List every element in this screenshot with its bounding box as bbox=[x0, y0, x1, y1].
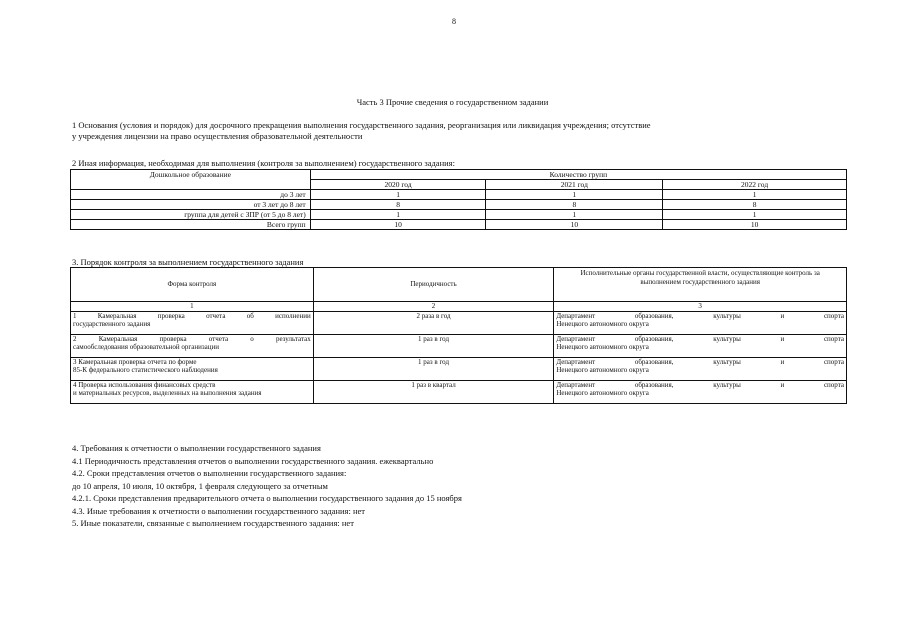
control-table bbox=[70, 267, 847, 404]
word: образования, bbox=[634, 334, 674, 343]
word: 2 bbox=[73, 334, 77, 343]
dept-line1 bbox=[556, 312, 844, 321]
table-row bbox=[71, 190, 847, 200]
word: спорта bbox=[823, 380, 844, 389]
form-line2: и материальных ресурсов, выделенных на выполнения задания bbox=[73, 389, 262, 397]
dept-line2: Ненецкого автономного округа bbox=[556, 389, 649, 397]
word: спорта bbox=[823, 357, 844, 366]
period-cell: 1 раз в год bbox=[313, 357, 554, 380]
col-numbers-row bbox=[71, 302, 847, 312]
word: результатах bbox=[275, 334, 311, 343]
table-row bbox=[71, 334, 847, 357]
section1-line2: у учреждения лицензии на право осуществления образовательной деятельности bbox=[72, 131, 363, 141]
section4-block bbox=[72, 442, 462, 530]
section1-text bbox=[72, 120, 651, 142]
form-cell bbox=[71, 311, 314, 334]
word: Камеральная bbox=[97, 311, 137, 320]
year-header: 2020 год bbox=[310, 180, 486, 190]
cell-value: 8 bbox=[486, 200, 663, 210]
control-header-row bbox=[71, 268, 847, 302]
dept-line2: Ненецкого автономного округа bbox=[556, 320, 649, 328]
year-header: 2022 год bbox=[663, 180, 847, 190]
period-cell: 1 раз в год bbox=[313, 334, 554, 357]
cell-value: 10 bbox=[310, 220, 486, 230]
section4-line: до 10 апреля, 10 июля, 10 октября, 1 февраля следующего за отчетным bbox=[72, 480, 328, 491]
word: отчета bbox=[206, 311, 226, 320]
form-line1 bbox=[73, 312, 311, 321]
word: образования, bbox=[634, 357, 674, 366]
word: Департамент bbox=[556, 357, 596, 366]
word: Департамент bbox=[556, 380, 596, 389]
bodies-cell bbox=[554, 357, 847, 380]
form-line2: самообследования образовательной организации bbox=[73, 343, 219, 351]
word: проверка bbox=[157, 311, 185, 320]
table-row bbox=[71, 357, 847, 380]
word: культуры bbox=[713, 334, 741, 343]
section1-line1: 1 Основания (условия и порядок) для досрочного прекращения выполнения государственного задания, реорганизация или ликвидация учреждения; отсутствие bbox=[72, 120, 651, 130]
page-number: 8 bbox=[452, 17, 456, 26]
dept-line1 bbox=[556, 358, 844, 367]
row-label: до 3 лет bbox=[71, 190, 311, 200]
cell-value: 1 bbox=[486, 210, 663, 220]
word: Департамент bbox=[556, 334, 596, 343]
word: образования, bbox=[634, 380, 674, 389]
word: спорта bbox=[823, 334, 844, 343]
bodies-cell bbox=[554, 311, 847, 334]
part-title: Часть 3 Прочие сведения о государственном задании bbox=[356, 97, 549, 107]
word: и bbox=[780, 311, 785, 320]
form-cell bbox=[71, 380, 314, 403]
form-line2: государственного задания bbox=[73, 320, 151, 328]
table-row bbox=[71, 220, 847, 230]
word: об bbox=[246, 311, 254, 320]
form-cell bbox=[71, 357, 314, 380]
word: образования, bbox=[634, 311, 674, 320]
form-line1: 4 Проверка использования финансовых средств bbox=[73, 380, 216, 389]
period-cell: 2 раза в год bbox=[313, 311, 554, 334]
row-label: группа для детей с ЗПР (от 5 до 8 лет) bbox=[71, 210, 311, 220]
word: и bbox=[780, 380, 785, 389]
bodies-cell bbox=[554, 334, 847, 357]
row-label: Всего групп bbox=[71, 220, 311, 230]
form-header: Форма контроля bbox=[71, 268, 314, 302]
word: и bbox=[780, 357, 785, 366]
cell-value: 1 bbox=[310, 190, 486, 200]
cell-value: 1 bbox=[486, 190, 663, 200]
form-line1 bbox=[73, 335, 311, 344]
year-header: 2021 год bbox=[486, 180, 663, 190]
form-line2: 85-К федерального статистического наблюдения bbox=[73, 366, 218, 374]
dept-line2: Ненецкого автономного округа bbox=[556, 366, 649, 374]
word: 1 bbox=[73, 311, 77, 320]
groups-count-header: Количество групп bbox=[310, 170, 846, 180]
cell-value: 1 bbox=[310, 210, 486, 220]
dept-line1 bbox=[556, 381, 844, 390]
cell-value: 8 bbox=[310, 200, 486, 210]
dept-line1 bbox=[556, 335, 844, 344]
groups-col1-header: Дошкольное образование bbox=[71, 170, 311, 190]
cell-value: 8 bbox=[663, 200, 847, 210]
word: спорта bbox=[823, 311, 844, 320]
word: исполнении bbox=[275, 311, 311, 320]
table-row bbox=[71, 210, 847, 220]
form-cell bbox=[71, 334, 314, 357]
bodies-header: Исполнительные органы государственной власти, осуществляющие контроль за выполнением государственного задания bbox=[554, 268, 847, 302]
table-row bbox=[71, 311, 847, 334]
groups-header-row bbox=[71, 170, 847, 180]
section2-heading: 2 Иная информация, необходимая для выполнения (контроля за выполнением) государственного задания: bbox=[72, 158, 455, 168]
period-header: Периодичность bbox=[313, 268, 554, 302]
section4-line: 4.2.1. Сроки представления предварительного отчета о выполнении государственного задания до 15 ноября bbox=[72, 493, 462, 503]
word: Камеральная bbox=[98, 334, 138, 343]
section4-line: 5. Иные показатели, связанные с выполнением государственного задания: нет bbox=[72, 518, 354, 528]
section4-line: 4.3. Иные требования к отчетности о выполнении государственного задания: нет bbox=[72, 505, 365, 516]
cell-value: 10 bbox=[663, 220, 847, 230]
row-label: от 3 лет до 8 лет bbox=[71, 200, 311, 210]
col-number: 2 bbox=[313, 302, 554, 312]
col-number: 3 bbox=[554, 302, 847, 312]
form-line1: 3 Камеральная проверка отчета по форме bbox=[73, 357, 197, 366]
word: о bbox=[250, 334, 254, 343]
word: культуры bbox=[713, 357, 741, 366]
word: Департамент bbox=[556, 311, 596, 320]
period-cell: 1 раз в квартал bbox=[313, 380, 554, 403]
section4-line: 4.2. Сроки представления отчетов о выполнении государственного задания: bbox=[72, 468, 347, 478]
word: культуры bbox=[713, 311, 741, 320]
section4-line: 4.1 Периодичность представления отчетов о выполнении государственного задания. ежеквартально bbox=[72, 455, 434, 466]
table-row bbox=[71, 200, 847, 210]
bodies-cell bbox=[554, 380, 847, 403]
col-number: 1 bbox=[71, 302, 314, 312]
cell-value: 1 bbox=[663, 210, 847, 220]
cell-value: 1 bbox=[663, 190, 847, 200]
word: культуры bbox=[713, 380, 741, 389]
word: и bbox=[780, 334, 785, 343]
word: проверка bbox=[159, 334, 187, 343]
cell-value: 10 bbox=[486, 220, 663, 230]
word: отчета bbox=[208, 334, 229, 343]
section4-line: 4. Требования к отчетности о выполнении государственного задания bbox=[72, 443, 321, 453]
dept-line2: Ненецкого автономного округа bbox=[556, 343, 649, 351]
table-row bbox=[71, 380, 847, 403]
section3-heading: 3. Порядок контроля за выполнением государственного задания bbox=[72, 257, 304, 267]
groups-table bbox=[70, 169, 847, 230]
